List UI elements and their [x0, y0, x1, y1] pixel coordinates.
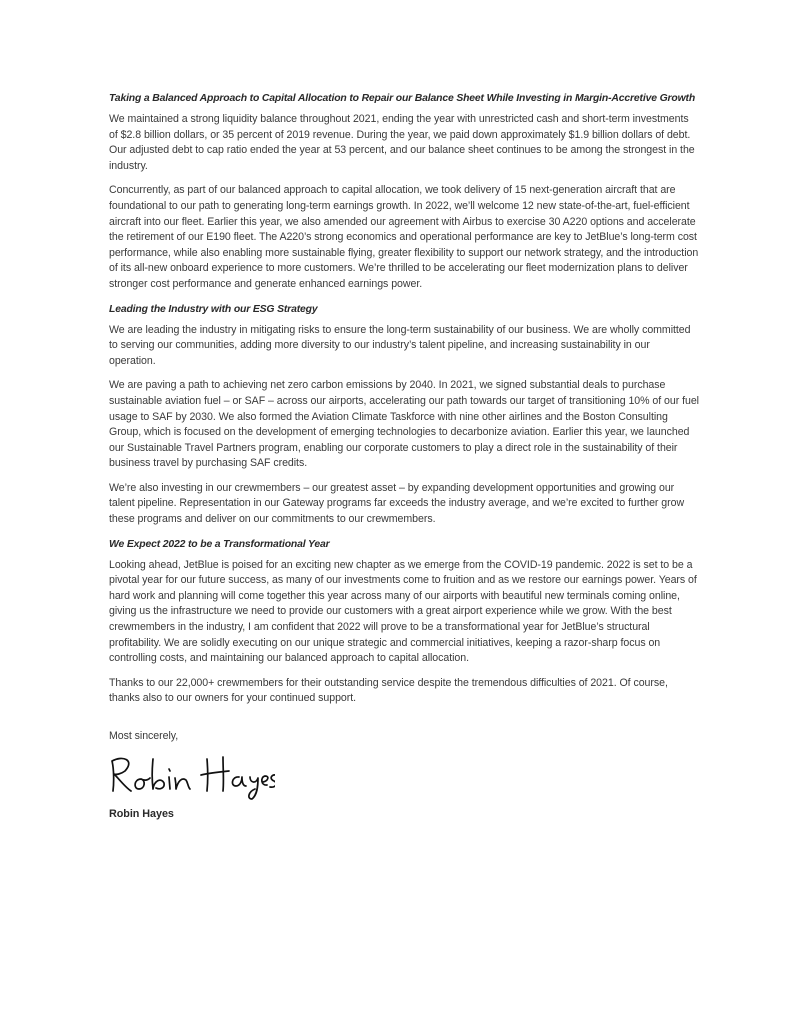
closing-line: Most sincerely, [109, 730, 179, 742]
paragraph-crewmembers: We’re also investing in our crewmembers – our greatest asset – by expanding development opportunities and growing our talent pipeline. Representation in our Gateway programs far exceeds the industry average, and we’re excited to further grow these programs and deliver on our commitments to our crewmembers. [109, 481, 685, 526]
paragraph-liquidity: We maintained a strong liquidity balance throughout 2021, ending the year with unrestricted cash and short-term investments of $2.8 billion dollars, or 35 percent of 2019 revenue. During the year, we paid down approximately $1.9 billion dollars of debt. Our adjusted debt to cap ratio ended the year at 53 percent, and our balance sheet continues to be among the strongest in the industry. [109, 113, 695, 172]
paragraph-net-zero: We are paving a path to achieving net zero carbon emissions by 2040. In 2021, we signed substantial deals to purchase sustainable aviation fuel – or SAF – across our airports, accelerating our path towards our target of transitioning 10% of our fuel usage to SAF by 2030. We also formed the Aviation Climate Taskforce with nine other airlines and the Boston Consulting Group, which is focused on the development of emerging technologies to decarbonize aviation. Earlier this year, we launched our Sustainable Travel Partners program, enabling our corporate customers to play a direct role in the sustainability of their business travel by purchasing SAF credits. [109, 379, 699, 470]
section-heading-esg: Leading the Industry with our ESG Strategy [109, 303, 318, 315]
section-heading-2022: We Expect 2022 to be a Transformational Year [109, 538, 330, 550]
letter-body [109, 91, 699, 822]
handwritten-signature [105, 753, 275, 801]
paragraph-esg-intro: We are leading the industry in mitigating risks to ensure the long-term sustainability of our business. We are wholly committed to serving our communities, adding more diversity to our industry’s talent pipeline, and increasing sustainability in our operation. [109, 323, 691, 367]
section-heading-capital-allocation: Taking a Balanced Approach to Capital Allocation to Repair our Balance Sheet While Investing in Margin-Accretive Growth [109, 93, 696, 104]
paragraph-looking-ahead: Looking ahead, JetBlue is poised for an exciting new chapter as we emerge from the COVID-19 pandemic. 2022 is set to be a pivotal year for our future success, as many of our investments come to fruition and as we restore our earnings power. Years of hard work and planning will come together this year across many of our airports with beautiful new terminals coming online, giving us the infrastructure we need to provide our customers with a great airport experience while we grow. With the best crewmembers in the industry, I am confident that 2022 will prove to be a transformational year for JetBlue’s structural profitability. We are solidly executing on our unique strategic and commercial initiatives, keeping a razor-sharp focus on controlling costs, and maintaining our balanced approach to capital allocation. [109, 558, 697, 665]
paragraph-fleet: Concurrently, as part of our balanced approach to capital allocation, we took delivery of 15 next-generation aircraft that are foundational to our path to generating long-term earnings growth. In 2022, we’ll welcome 12 new state-of-the-art, fuel-efficient aircraft into our fleet. Earlier this year, we also amended our agreement with Airbus to exercise 30 A220 options and accelerate the retirement of our E190 fleet. The A220’s strong economics and operational performance are key to JetBlue’s long-term cost performance, while also enabling more sustainable flying, greater flexibility to support our network strategy, and the introduction of its all-new onboard experience to more customers. We’re thrilled to be accelerating our fleet modernization plans to deliver stronger cost performance and generate enhanced earnings power. [109, 184, 699, 290]
signer-name: Robin Hayes [109, 807, 174, 820]
paragraph-thanks: Thanks to our 22,000+ crewmembers for their outstanding service despite the tremendous difficulties of 2021. Of course, thanks also to our owners for your continued support. [109, 676, 668, 705]
